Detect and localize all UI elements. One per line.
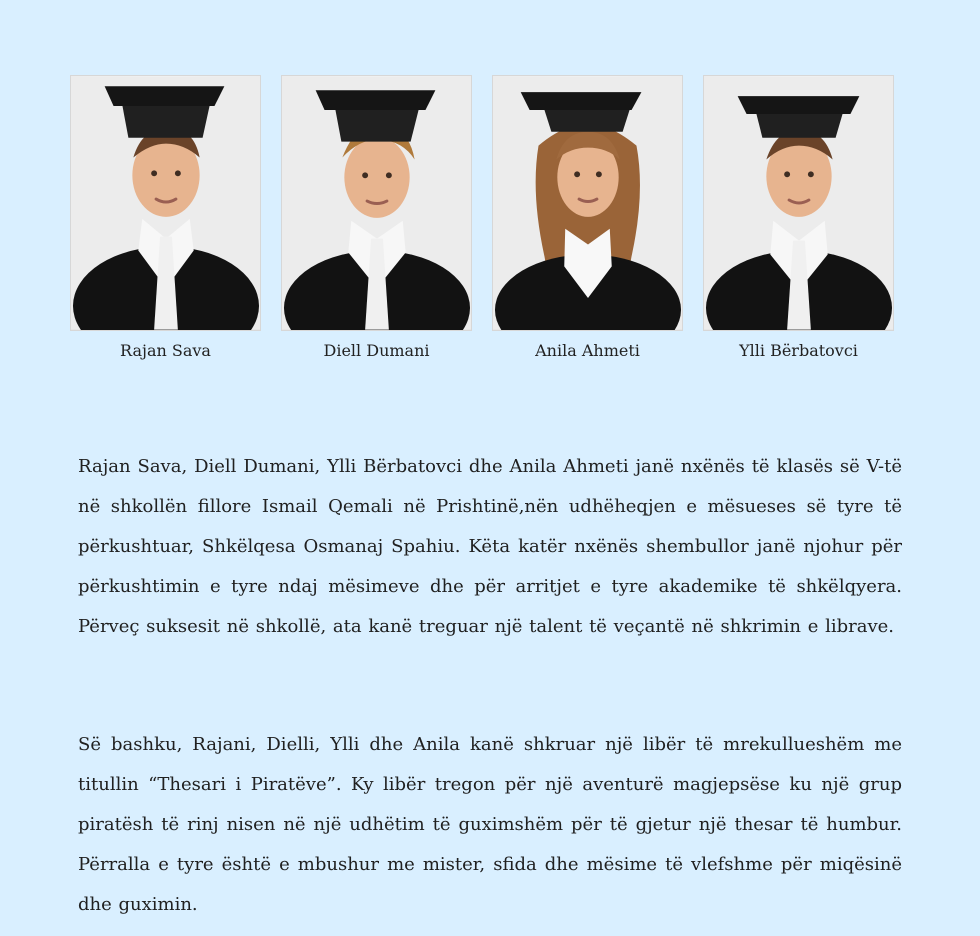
student-name: Rajan Sava [120,341,211,360]
student-card-anila [492,75,683,361]
graduate-boy-icon [282,76,471,330]
student-card-ylli [703,75,894,361]
student-photo [70,75,261,331]
student-name: Ylli Bërbatovci [739,341,858,360]
graduate-boy-icon [71,76,260,330]
student-card-rajan [70,75,261,361]
book-paragraph: Së bashku, Rajani, Dielli, Ylli dhe Anila kanë shkruar një libër të mrekullueshëm me titullin “Thesari i Piratëve”. Ky libër tregon për një aventurë magjepsëse ku një grup piratësh të rinj nisen në një udhëtim të guximshëm për të gjetur një thesar të humbur. Përralla e tyre është e mbushur me mister, sfida dhe mësime të vlefshme për miqësinë dhe guximin. [78,734,902,915]
graduate-girl-icon [493,76,682,330]
graduate-boy-icon [704,76,893,330]
student-photo [492,75,683,331]
student-name: Diell Dumani [323,341,430,360]
student-card-diell [281,75,472,361]
student-photo-gallery [70,75,894,375]
student-photo [281,75,472,331]
student-name: Anila Ahmeti [535,341,640,360]
student-photo [703,75,894,331]
intro-paragraph: Rajan Sava, Diell Dumani, Ylli Bërbatovci dhe Anila Ahmeti janë nxënës të klasës së V-të në shkollën fillore Ismail Qemali në Prishtinë,nën udhëheqjen e mësueses së tyre të përkushtuar, Shkëlqesa Osmanaj Spahiu. Këta katër nxënës shembullor janë njohur për përkushtimin e tyre ndaj mësimeve dhe për arritjet e tyre akademike të shkëlqyera. Përveç suksesit në shkollë, ata kanë treguar një talent të veçantë në shkrimin e librave. [78,456,902,637]
